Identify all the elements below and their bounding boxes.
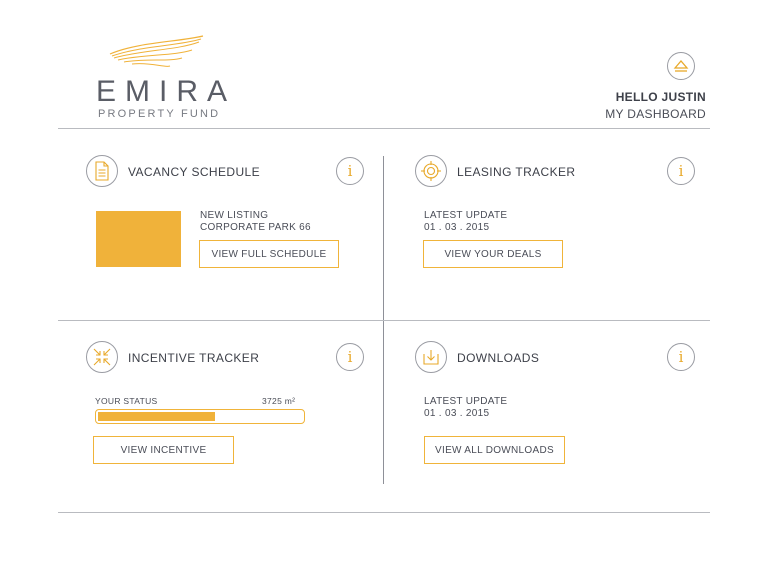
dashboard-link[interactable]: MY DASHBOARD bbox=[605, 107, 706, 121]
greeting: HELLO JUSTIN bbox=[615, 90, 706, 104]
info-icon: i bbox=[678, 347, 684, 366]
eject-button[interactable] bbox=[667, 52, 695, 80]
document-icon bbox=[86, 155, 118, 187]
listing-name: CORPORATE PARK 66 bbox=[200, 222, 311, 233]
download-icon bbox=[415, 341, 447, 373]
brand-name: EMIRA bbox=[96, 75, 237, 108]
vacancy-info-button[interactable] bbox=[336, 157, 364, 185]
incentive-info-button[interactable] bbox=[336, 343, 364, 371]
downloads-title: DOWNLOADS bbox=[457, 351, 540, 365]
vacancy-schedule-title: VACANCY SCHEDULE bbox=[128, 165, 260, 179]
middle-divider bbox=[58, 320, 710, 321]
brand-tagline: PROPERTY FUND bbox=[98, 108, 221, 120]
eject-icon bbox=[668, 53, 694, 79]
leasing-info-button[interactable] bbox=[667, 157, 695, 185]
latest-update-label: LATEST UPDATE bbox=[424, 396, 508, 407]
info-icon: i bbox=[347, 347, 353, 366]
latest-update-date: 01 . 03 . 2015 bbox=[424, 222, 490, 233]
incentive-progress-bar bbox=[95, 409, 305, 424]
latest-update-date: 01 . 03 . 2015 bbox=[424, 408, 490, 419]
status-label: YOUR STATUS bbox=[95, 396, 158, 406]
view-your-deals-button[interactable]: VIEW YOUR DEALS bbox=[423, 240, 563, 268]
info-icon: i bbox=[678, 161, 684, 180]
target-icon bbox=[415, 155, 447, 187]
progress-fill bbox=[98, 412, 215, 421]
status-value: 3725 m² bbox=[262, 396, 296, 406]
listing-thumbnail[interactable] bbox=[96, 211, 181, 267]
footer-divider bbox=[58, 512, 710, 513]
view-incentive-button[interactable]: VIEW INCENTIVE bbox=[93, 436, 234, 464]
downloads-info-button[interactable] bbox=[667, 343, 695, 371]
view-all-downloads-button[interactable]: VIEW ALL DOWNLOADS bbox=[424, 436, 565, 464]
info-icon: i bbox=[347, 161, 353, 180]
latest-update-label: LATEST UPDATE bbox=[424, 210, 508, 221]
incentive-tracker-title: INCENTIVE TRACKER bbox=[128, 351, 260, 365]
leasing-tracker-title: LEASING TRACKER bbox=[457, 165, 576, 179]
view-full-schedule-button[interactable]: VIEW FULL SCHEDULE bbox=[199, 240, 339, 268]
new-listing-label: NEW LISTING bbox=[200, 210, 269, 221]
compress-arrows-icon bbox=[86, 341, 118, 373]
brand-logo-swoosh bbox=[108, 34, 208, 76]
header-divider bbox=[58, 128, 710, 129]
